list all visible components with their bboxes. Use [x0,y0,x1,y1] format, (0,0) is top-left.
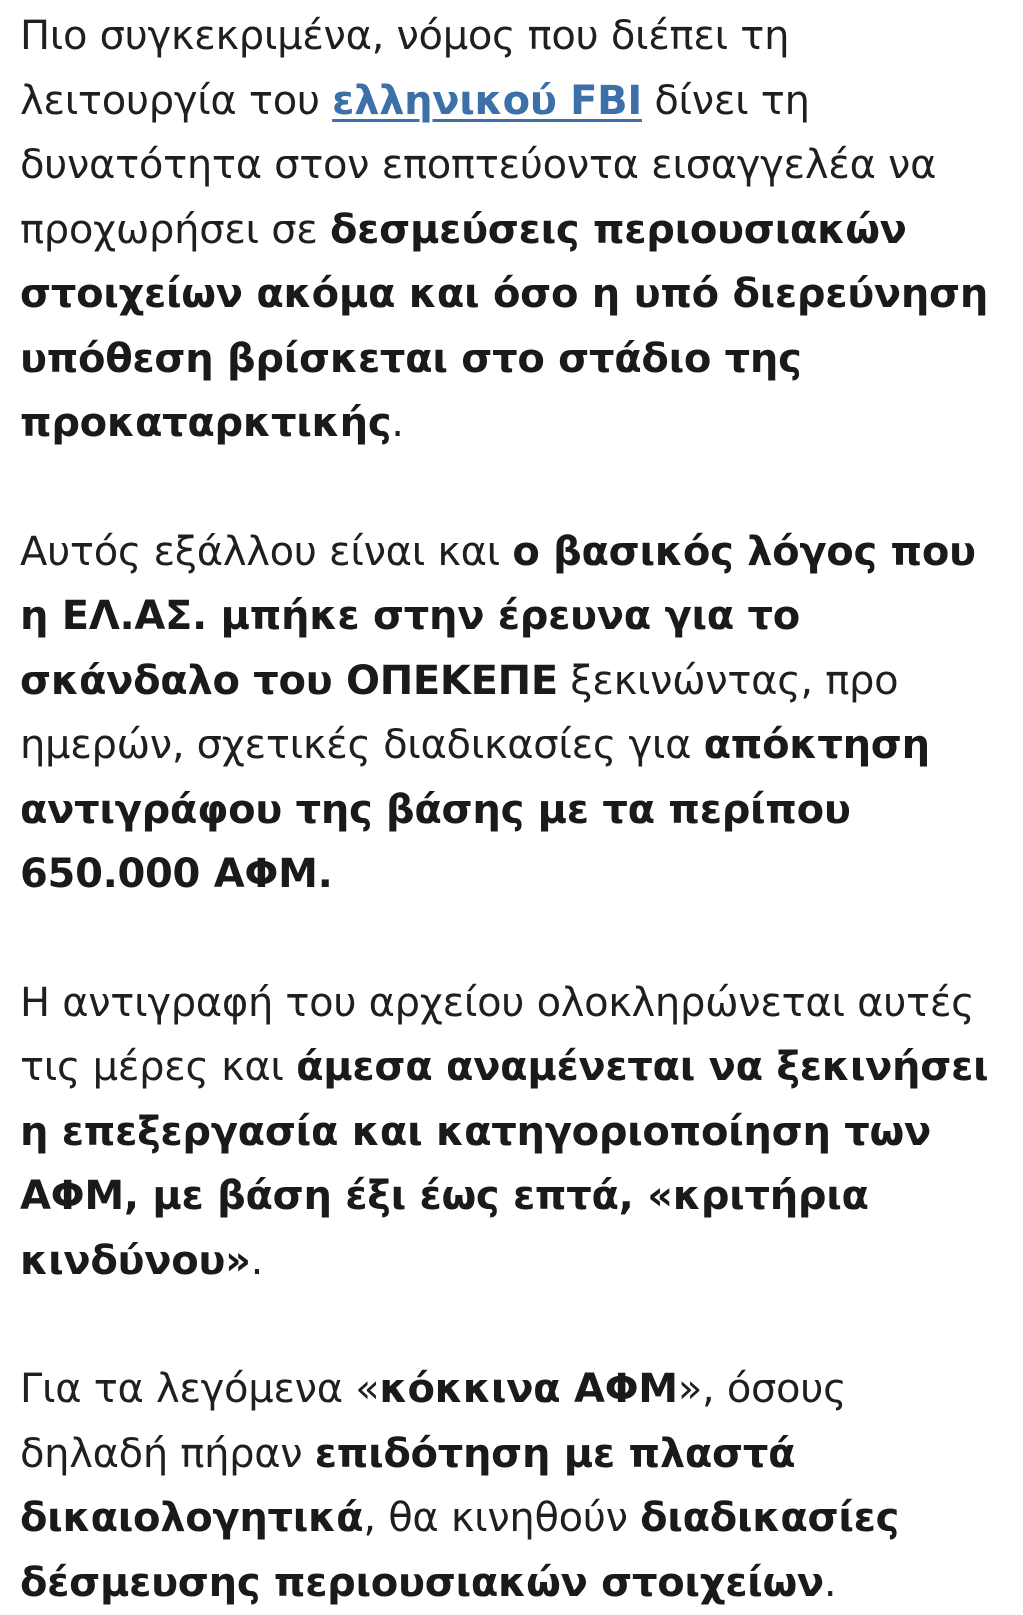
paragraph-red-afm [20,1357,1000,1615]
text-run: . [250,1237,264,1284]
paragraph-elas-investigation [20,520,1000,907]
bold-text-run: απόκτηση αντιγράφου της βάσης με τα περίπου 650.000 ΑΦΜ. [20,722,930,897]
bold-text-run: δεσμεύσεις περιουσιακών στοιχείων ακόμα και όσο η υπό διερεύνηση υπόθεση βρίσκεται στο στάδιο της προκαταρκτικής [20,206,989,446]
text-run: Η αντιγραφή του αρχείου ολοκληρώνεται αυτές τις μέρες και [20,979,975,1090]
paragraph-file-copy [20,971,1000,1294]
bold-text-run: άμεσα αναμένεται να ξεκινήσει η επεξεργασία και κατηγοριοποίηση των ΑΦΜ, με βάση έξι έως επτά, «κριτήρια κινδύνου» [20,1044,989,1284]
text-run: Αυτός εξάλλου είναι και [20,528,513,575]
paragraph-fbi-law [20,4,1000,456]
text-run: , θα κινηθούν [363,1495,641,1541]
text-run: Πιο συγκεκριμένα, νόμος που διέπει τη λειτουργία του [20,13,790,124]
bold-text-run: κόκκινα ΑΦΜ [379,1366,678,1412]
text-run: . [823,1559,837,1606]
text-run: Για τα λεγόμενα « [20,1366,380,1412]
bold-text-run: ο βασικός λόγος που η ΕΛ.ΑΣ. μπήκε στην έρευνα για το σκάνδαλο του ΟΠΕΚΕΠΕ [20,528,976,704]
text-run: . [391,400,404,446]
bold-text-run: διαδικασίες δέσμευσης περιουσιακών στοιχείων [20,1495,900,1606]
text-run: », όσους δηλαδή πήραν [20,1366,847,1477]
text-run: ξεκινώντας, προ ημερών, σχετικές διαδικασίες για [20,657,899,768]
bold-text-run: επιδότηση με πλαστά δικαιολογητικά [20,1430,796,1541]
text-run: δίνει τη δυνατότητα στον εποπτεύοντα εισαγγελέα να προχωρήσει σε [20,77,937,253]
link-greek-fbi[interactable]: ελληνικού FBI [332,77,642,124]
article-body [20,4,1000,1615]
